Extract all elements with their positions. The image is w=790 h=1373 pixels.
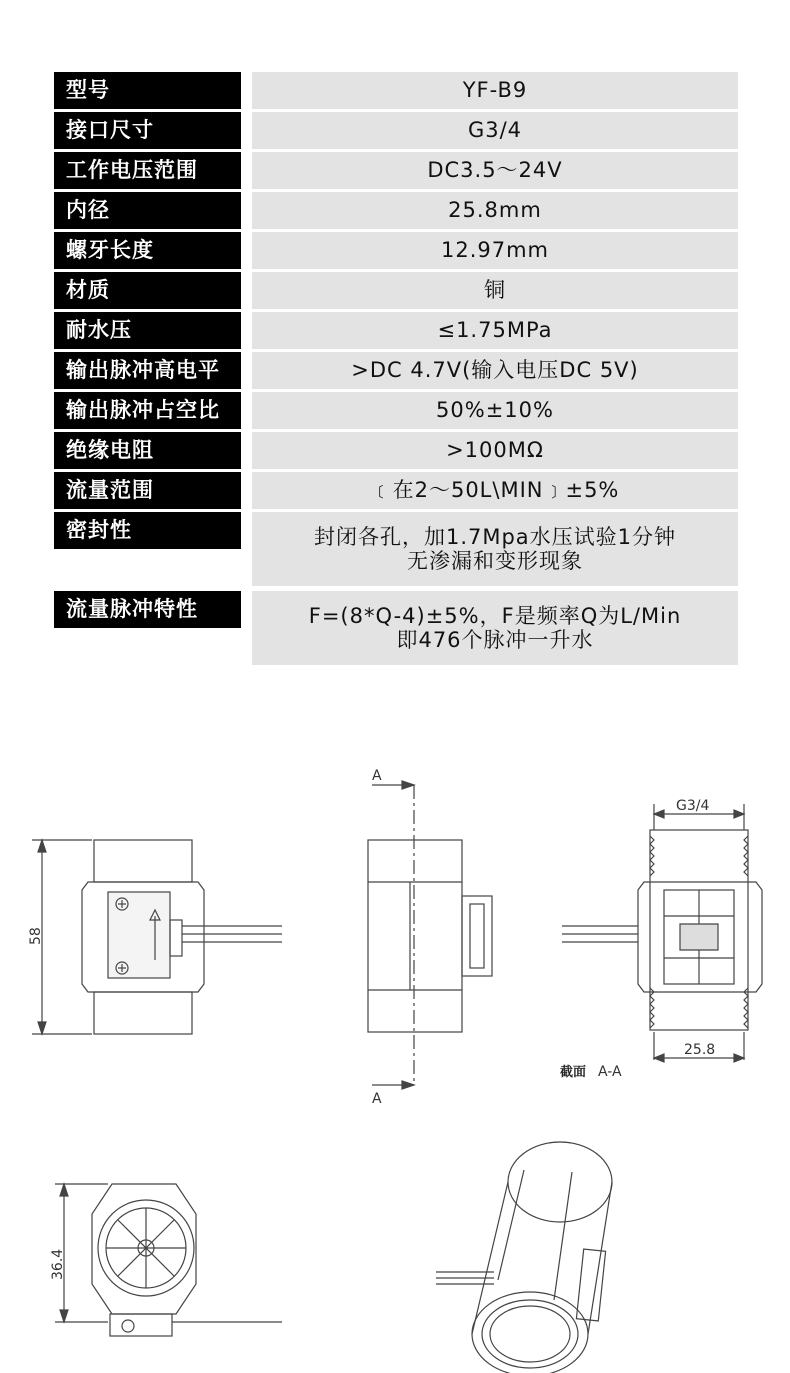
spec-value: ﹝在2～50L\MIN﹞±5% [252, 472, 738, 509]
spec-value: 50%±10% [252, 392, 738, 429]
spec-row-pressure [54, 312, 738, 349]
spec-row-material [54, 272, 738, 309]
section-view-drawing [560, 798, 762, 1080]
spec-value-line: F=(8*Q-4)±5%，F是频率Q为L/Min [308, 604, 682, 628]
spec-row-model [54, 72, 738, 109]
section-id: A-A [598, 1064, 622, 1080]
spec-label: 流量范围 [54, 472, 241, 509]
spec-row-inner-diameter [54, 192, 738, 229]
spec-row-thread-length [54, 232, 738, 269]
spec-table [54, 72, 738, 668]
spec-value: DC3.5～24V [252, 152, 738, 189]
front-view-drawing [28, 840, 282, 1034]
spec-label: 工作电压范围 [54, 152, 241, 189]
spec-value: 铜 [252, 272, 738, 309]
spec-label: 输出脉冲高电平 [54, 352, 241, 389]
spec-value: G3/4 [252, 112, 738, 149]
spec-value: YF-B9 [252, 72, 738, 109]
spec-value-line: 封闭各孔，加1.7Mpa水压试验1分钟 [313, 525, 677, 549]
spec-row-interface [54, 112, 738, 149]
spec-row-voltage [54, 152, 738, 189]
section-mark-top: A [372, 768, 382, 784]
spec-label: 输出脉冲占空比 [54, 392, 241, 429]
spec-label: 流量脉冲特性 [54, 591, 241, 628]
dim-height-label: 58 [28, 927, 44, 945]
technical-drawings [0, 740, 790, 1373]
spec-label: 内径 [54, 192, 241, 229]
spec-value-line: 无渗漏和变形现象 [407, 549, 583, 573]
spec-row-flow-range [54, 472, 738, 509]
spec-row-sealing [54, 512, 738, 586]
side-view-drawing [368, 768, 492, 1107]
dim-inner-label: 25.8 [684, 1042, 716, 1058]
dim-end-label: 36.4 [50, 1248, 66, 1280]
spec-value: 12.97mm [252, 232, 738, 269]
spec-label: 密封性 [54, 512, 241, 549]
spec-label: 接口尺寸 [54, 112, 241, 149]
spec-label: 螺牙长度 [54, 232, 241, 269]
spec-value: 25.8mm [252, 192, 738, 229]
spec-row-insulation [54, 432, 738, 469]
spec-value: >100MΩ [252, 432, 738, 469]
spec-value [252, 591, 738, 665]
spec-label: 材质 [54, 272, 241, 309]
spec-label: 耐水压 [54, 312, 241, 349]
perspective-view-drawing [436, 1142, 612, 1373]
spec-value: ≤1.75MPa [252, 312, 738, 349]
spec-row-duty-cycle [54, 392, 738, 429]
spec-value [252, 512, 738, 586]
spec-row-pulse-characteristic [54, 591, 738, 665]
section-caption: 截面 [560, 1065, 587, 1080]
spec-label: 绝缘电阻 [54, 432, 241, 469]
end-view-drawing [50, 1184, 282, 1336]
section-mark-bottom: A [372, 1091, 382, 1107]
spec-label: 型号 [54, 72, 241, 109]
spec-value: >DC 4.7V(输入电压DC 5V) [252, 352, 738, 389]
spec-row-pulse-high [54, 352, 738, 389]
spec-value-line: 即476个脉冲一升水 [396, 628, 594, 652]
dim-thread-label: G3/4 [676, 798, 710, 814]
